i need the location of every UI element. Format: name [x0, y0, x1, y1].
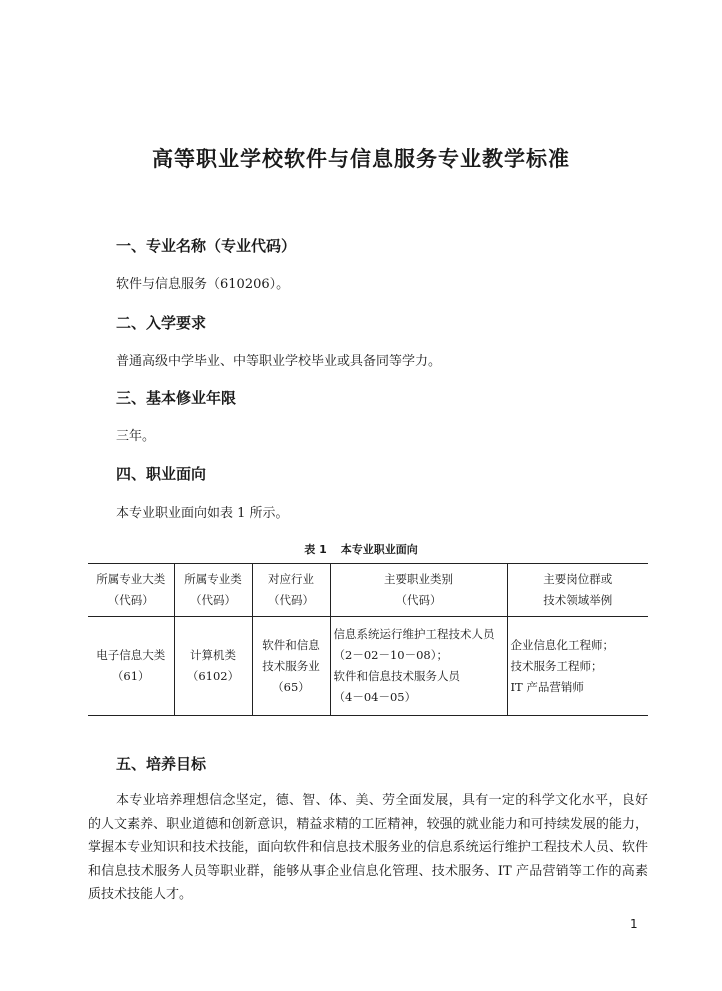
page-number: 1	[630, 917, 638, 931]
section-text-admission: 普通高级中学毕业、中等职业学校毕业或具备同等学力。	[116, 354, 442, 369]
section-text-objectives: 本专业培养理想信念坚定，德、智、体、美、劳全面发展，具有一定的科学文化水平，良好的人文素养、职业道德和创新意识，精益求精的工匠精神，较强的就业能力和可持续发展的能力，掌握本专业知识和技术技能，面向软件和信息技术服务业的信息系统运行维护工程技术人员、软件和信息技术服务人员等职业群，能够从事企业信息化管理、技术服务、IT 产品营销等工作的高素质技术技能人才。	[88, 793, 648, 902]
section-text-major-name: 软件与信息服务（610206）。	[116, 277, 290, 292]
page-title: 高等职业学校软件与信息服务专业教学标准	[152, 147, 570, 171]
cell-category: 电子信息大类 （61）	[96, 648, 166, 683]
cell-positions: 企业信息化工程师； 技术服务工程师； IT 产品营销师	[507, 617, 648, 716]
cell-subcategory: 计算机类 （6102）	[174, 617, 252, 716]
header-category: 所属专业大类 （代码）	[96, 572, 166, 607]
table-header-row	[88, 564, 648, 617]
table-row	[88, 617, 648, 716]
header-subcategory: 所属专业类 （代码）	[174, 564, 252, 617]
section-heading-objectives: 五、培养目标	[116, 755, 207, 773]
table-caption	[0, 541, 722, 557]
section-text-duration: 三年。	[116, 429, 156, 444]
header-occupation: 主要职业类别 （代码）	[330, 564, 507, 617]
section-heading-major-name: 一、专业名称（专业代码）	[116, 237, 297, 255]
career-table	[88, 563, 648, 716]
section-heading-career: 四、职业面向	[116, 465, 207, 483]
section-text-career: 本专业职业面向如表 1 所示。	[116, 506, 289, 521]
section-heading-duration: 三、基本修业年限	[116, 389, 237, 407]
section-heading-admission: 二、入学要求	[116, 314, 207, 332]
table-caption-number: 表 1	[304, 543, 327, 556]
header-industry: 对应行业 （代码）	[252, 564, 330, 617]
cell-industry: 软件和信息 技术服务业 （65）	[252, 617, 330, 716]
cell-occupation: 信息系统运行维护工程技术人员 （2－02－10－08）； 软件和信息技术服务人员 （4－04－05）	[330, 617, 507, 716]
header-positions: 主要岗位群或 技术领域举例	[507, 564, 648, 617]
table-caption-text: 本专业职业面向	[340, 543, 418, 556]
